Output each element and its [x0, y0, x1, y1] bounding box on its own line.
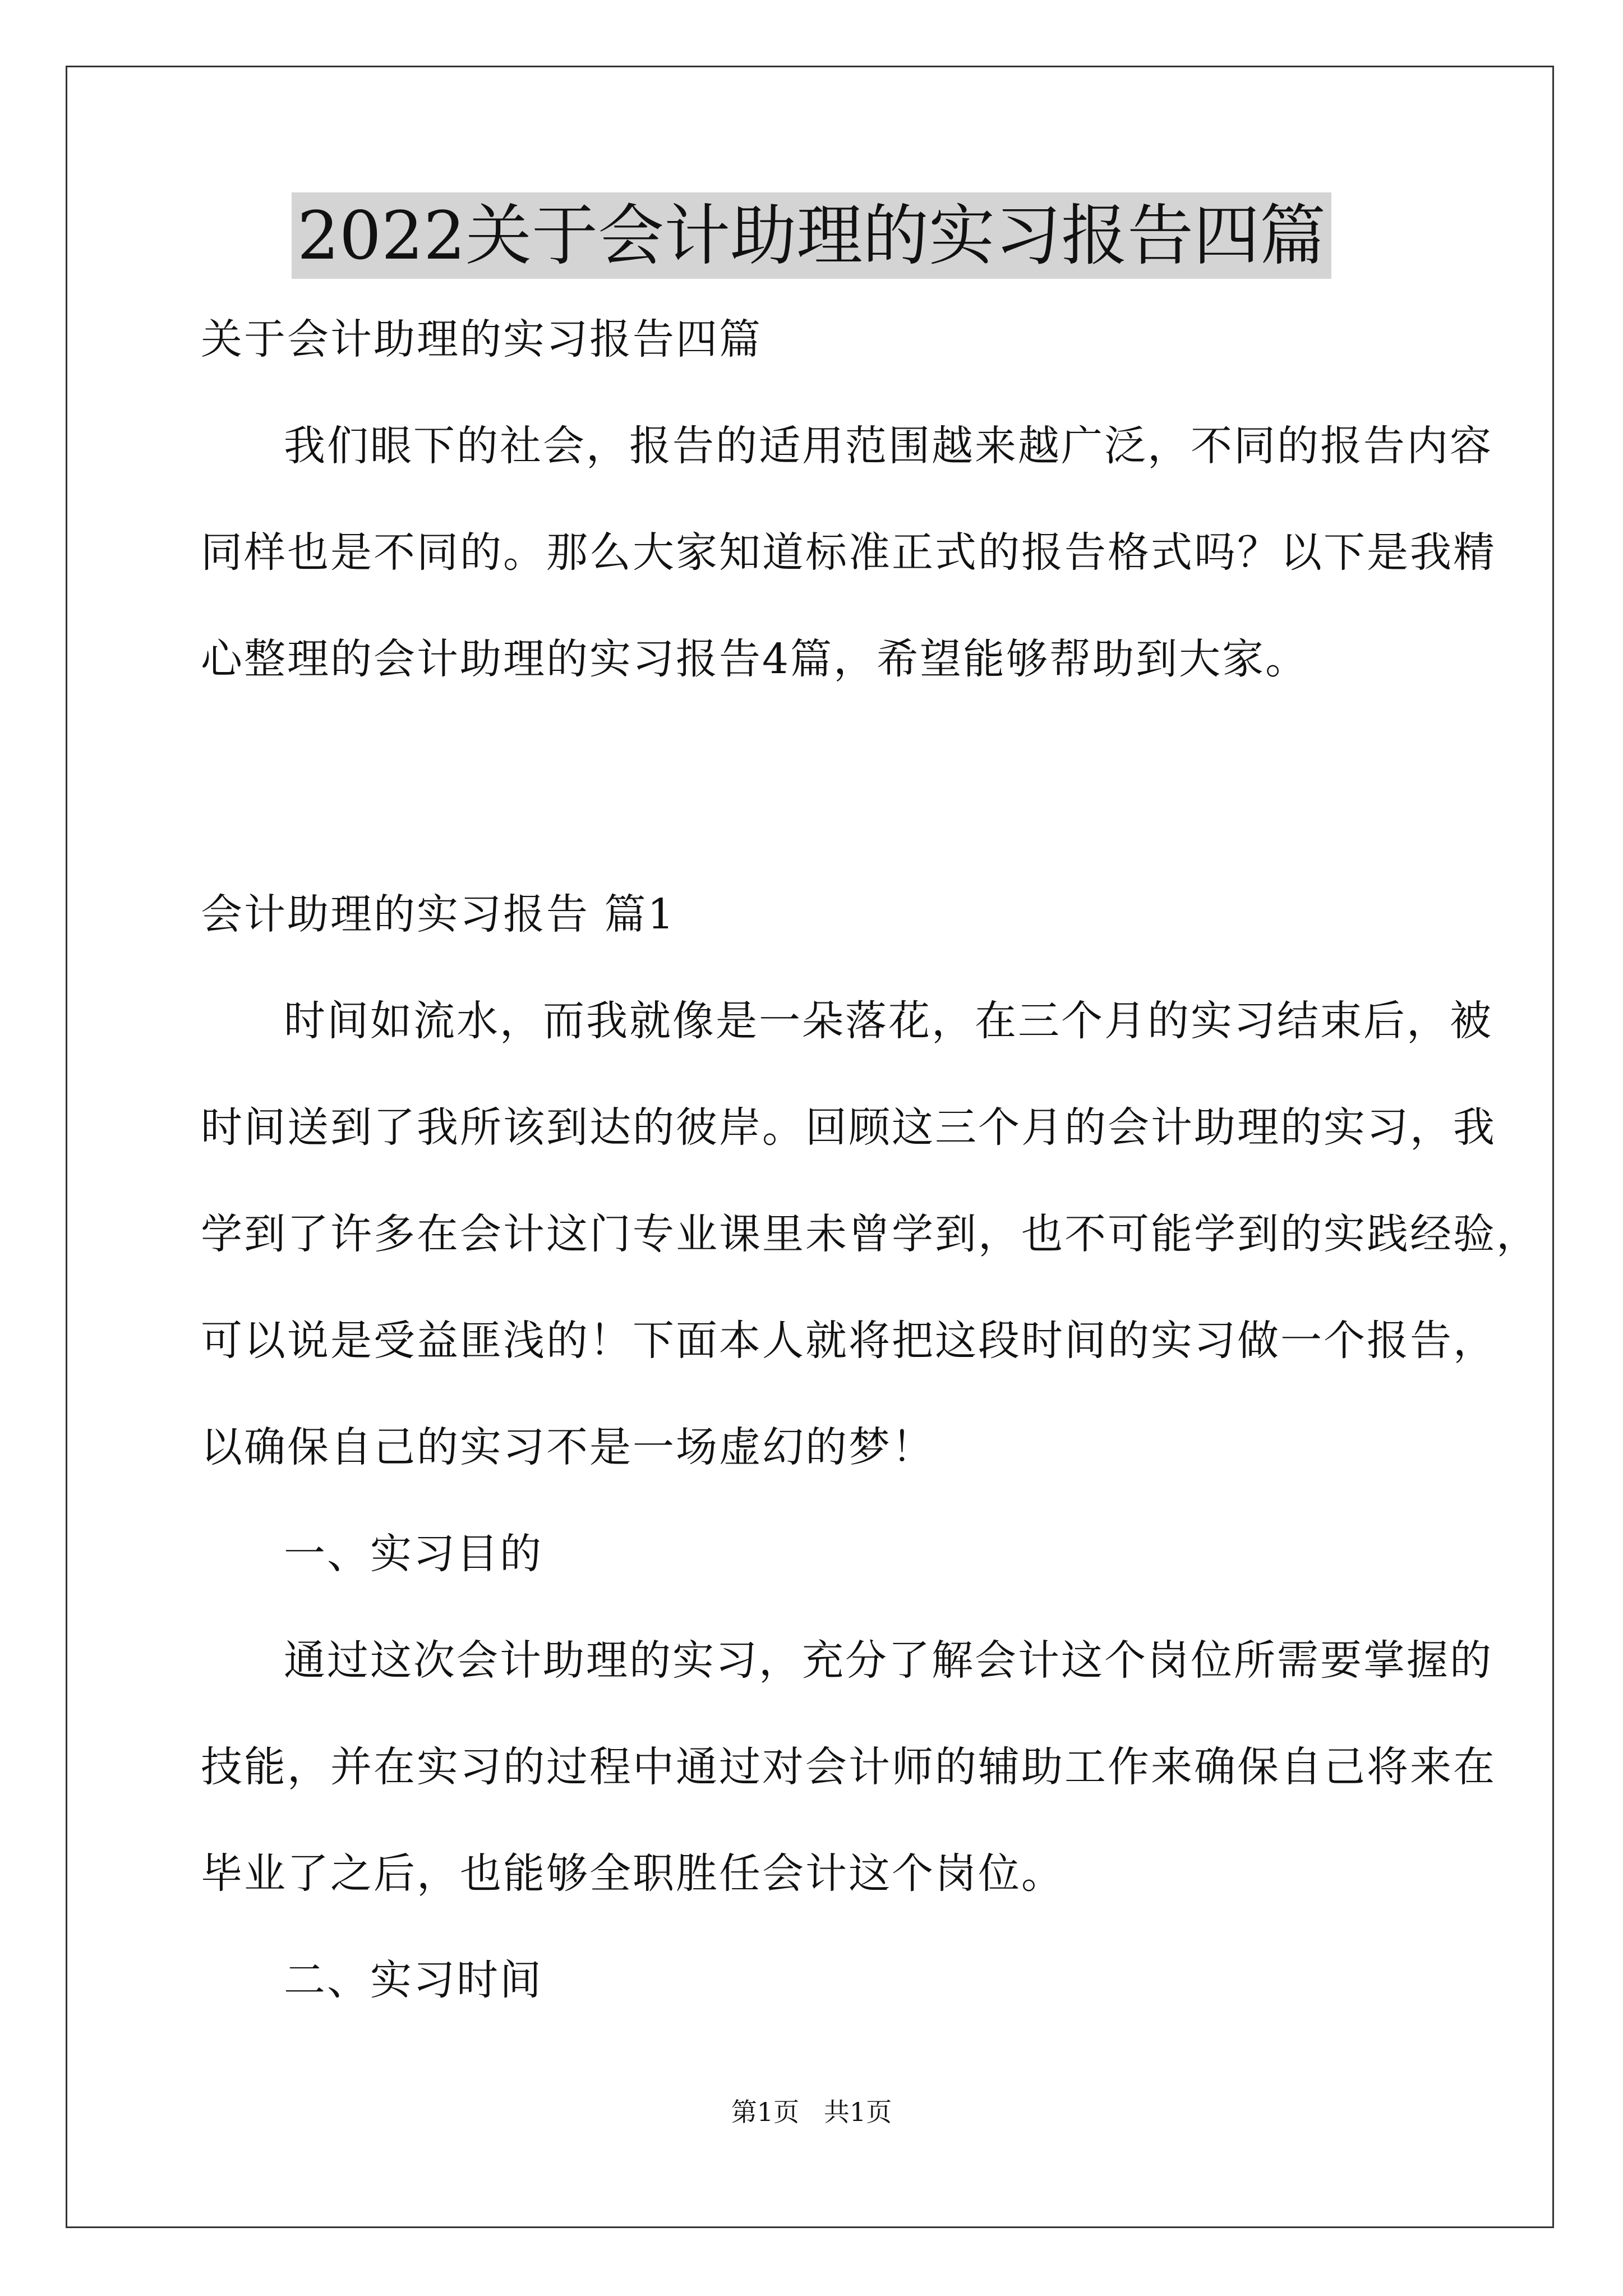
intro-line-1: 我们眼下的社会，报告的适用范围越来越广泛，不同的报告内容 [284, 422, 1493, 470]
subheading-purpose: 一、实习目的 [284, 1530, 543, 1578]
body-line-2: 时间送到了我所该到达的彼岸。回顾这三个月的会计助理的实习，我 [201, 1103, 1496, 1152]
subheading-time: 二、实习时间 [284, 1956, 543, 2004]
body-line-4: 可以说是受益匪浅的！下面本人就将把这段时间的实习做一个报告， [201, 1317, 1496, 1365]
purpose-line-1: 通过这次会计助理的实习，充分了解会计这个岗位所需要掌握的 [284, 1636, 1493, 1685]
body-line-1: 时间如流水，而我就像是一朵落花，在三个月的实习结束后，被 [284, 997, 1493, 1045]
body-line-3: 学到了许多在会计这门专业课里未曾学到，也不可能学到的实践经验， [201, 1210, 1539, 1258]
purpose-line-2: 技能，并在实习的过程中通过对会计师的辅助工作来确保自己将来在 [201, 1743, 1496, 1791]
section-heading-part1: 会计助理的实习报告 篇1 [201, 890, 676, 938]
subtitle-line: 关于会计助理的实习报告四篇 [201, 315, 762, 364]
purpose-line-3: 毕业了之后，也能够全职胜任会计这个岗位。 [201, 1849, 1064, 1898]
intro-line-2: 同样也是不同的。那么大家知道标准正式的报告格式吗？以下是我精 [201, 528, 1496, 577]
page-number-footer: 第1页 共1页 [731, 2097, 892, 2127]
body-line-5: 以确保自己的实习不是一场虚幻的梦！ [201, 1423, 935, 1471]
document-title [0, 191, 1623, 280]
intro-line-3: 心整理的会计助理的实习报告4篇，希望能够帮助到大家。 [201, 635, 1309, 683]
document-title-text: 2022关于会计助理的实习报告四篇 [292, 192, 1331, 279]
